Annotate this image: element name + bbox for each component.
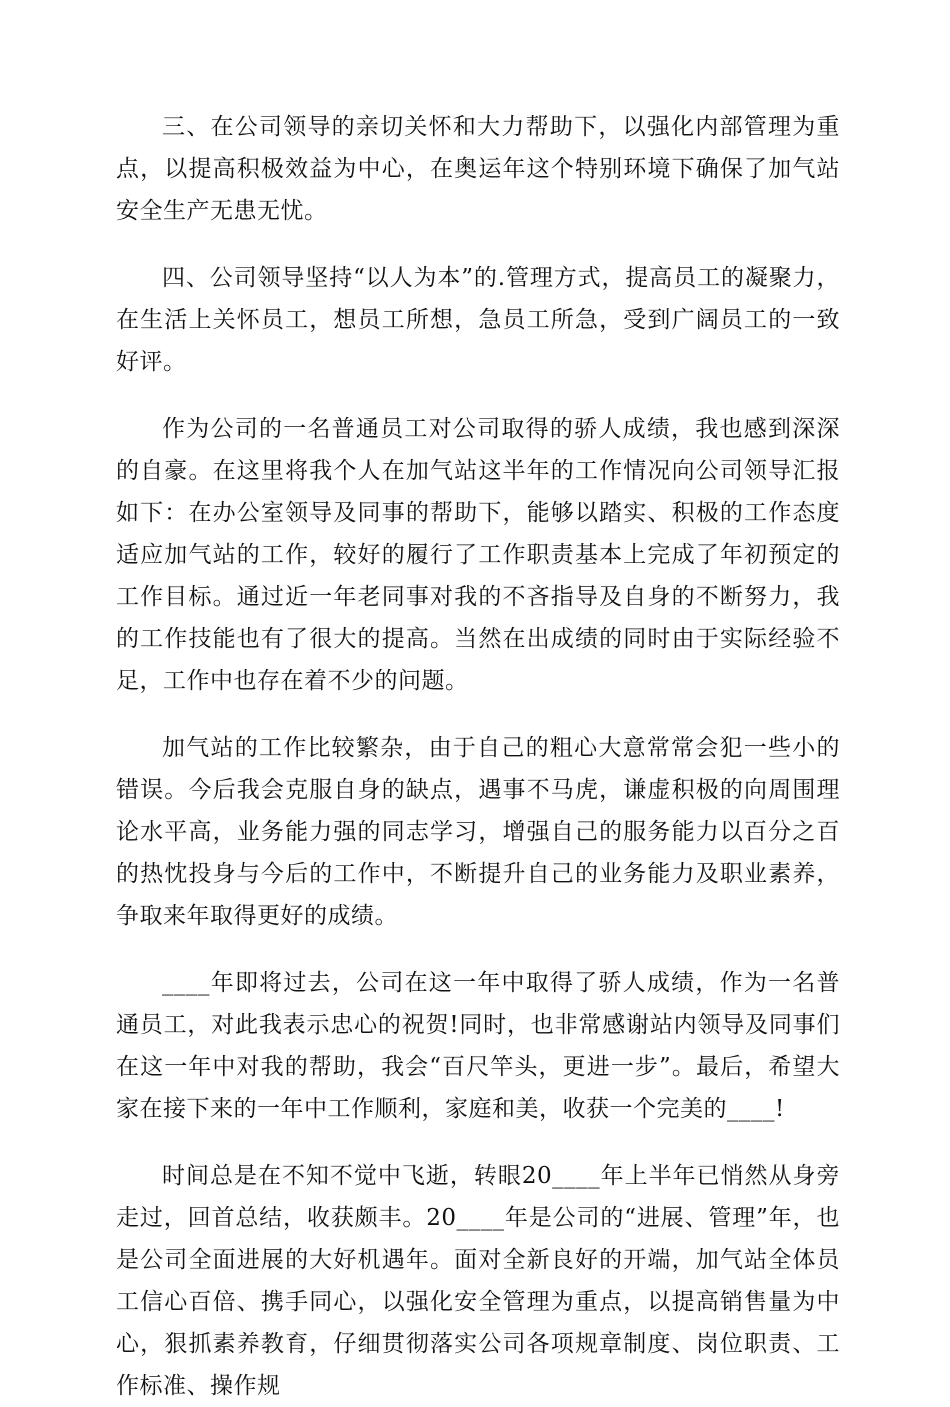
paragraph-year-end-thanks: ____年即将过去，公司在这一年中取得了骄人成绩，作为一名普通员工，对此我表示忠心的祝贺!同时，也非常感谢站内领导及同事们在这一年中对我的帮助，我会“百尺竿头，更进一步”。最后，希望大家在接下来的一年中工作顺利，家庭和美，收获一个完美的____! xyxy=(116,970,840,1122)
document-body xyxy=(116,106,840,1407)
paragraph-improvement-plan: 加气站的工作比较繁杂，由于自己的粗心大意常常会犯一些小的错误。今后我会克服自身的缺点，遇事不马虎，谦虚积极的向周围理论水平高，业务能力强的同志学习，增强自己的服务能力以百分之百的热忱投身与今后的工作中，不断提升自己的业务能力及职业素养，争取来年取得更好的成绩。 xyxy=(116,735,840,929)
paragraph-people-oriented: 四、公司领导坚持“以人为本”的.管理方式，提高员工的凝聚力，在生活上关怀员工，想员工所想，急员工所急，受到广阔员工的一致好评。 xyxy=(116,265,840,375)
paragraph-work-report: 作为公司的一名普通员工对公司取得的骄人成绩，我也感到深深的自豪。在这里将我个人在加气站这半年的工作情况向公司领导汇报如下：在办公室领导及同事的帮助下，能够以踏实、积极的工作态度适应加气站的工作，较好的履行了工作职责基本上完成了年初预定的工作目标。通过近一年老同事对我的不吝指导及自身的不断努力，我的工作技能也有了很大的提高。当然在出成绩的同时由于实际经验不足，工作中也存在着不少的问题。 xyxy=(116,416,840,694)
paragraph-half-year-summary: 时间总是在不知不觉中飞逝，转眼20____年上半年已悄然从身旁走过，回首总结，收获颇丰。20____年是公司的“进展、管理”年，也是公司全面进展的大好机遇年。面对全新良好的开端，加气站全体员工信心百倍、携手同心，以强化安全管理为重点，以提高销售量为中心，狠抓素养教育，仔细贯彻落实公司各项规章制度、岗位职责、工作标准、操作规 xyxy=(116,1163,840,1399)
paragraph-leadership-care: 三、在公司领导的亲切关怀和大力帮助下，以强化内部管理为重点，以提高积极效益为中心，在奥运年这个特别环境下确保了加气站安全生产无患无忧。 xyxy=(116,114,840,224)
